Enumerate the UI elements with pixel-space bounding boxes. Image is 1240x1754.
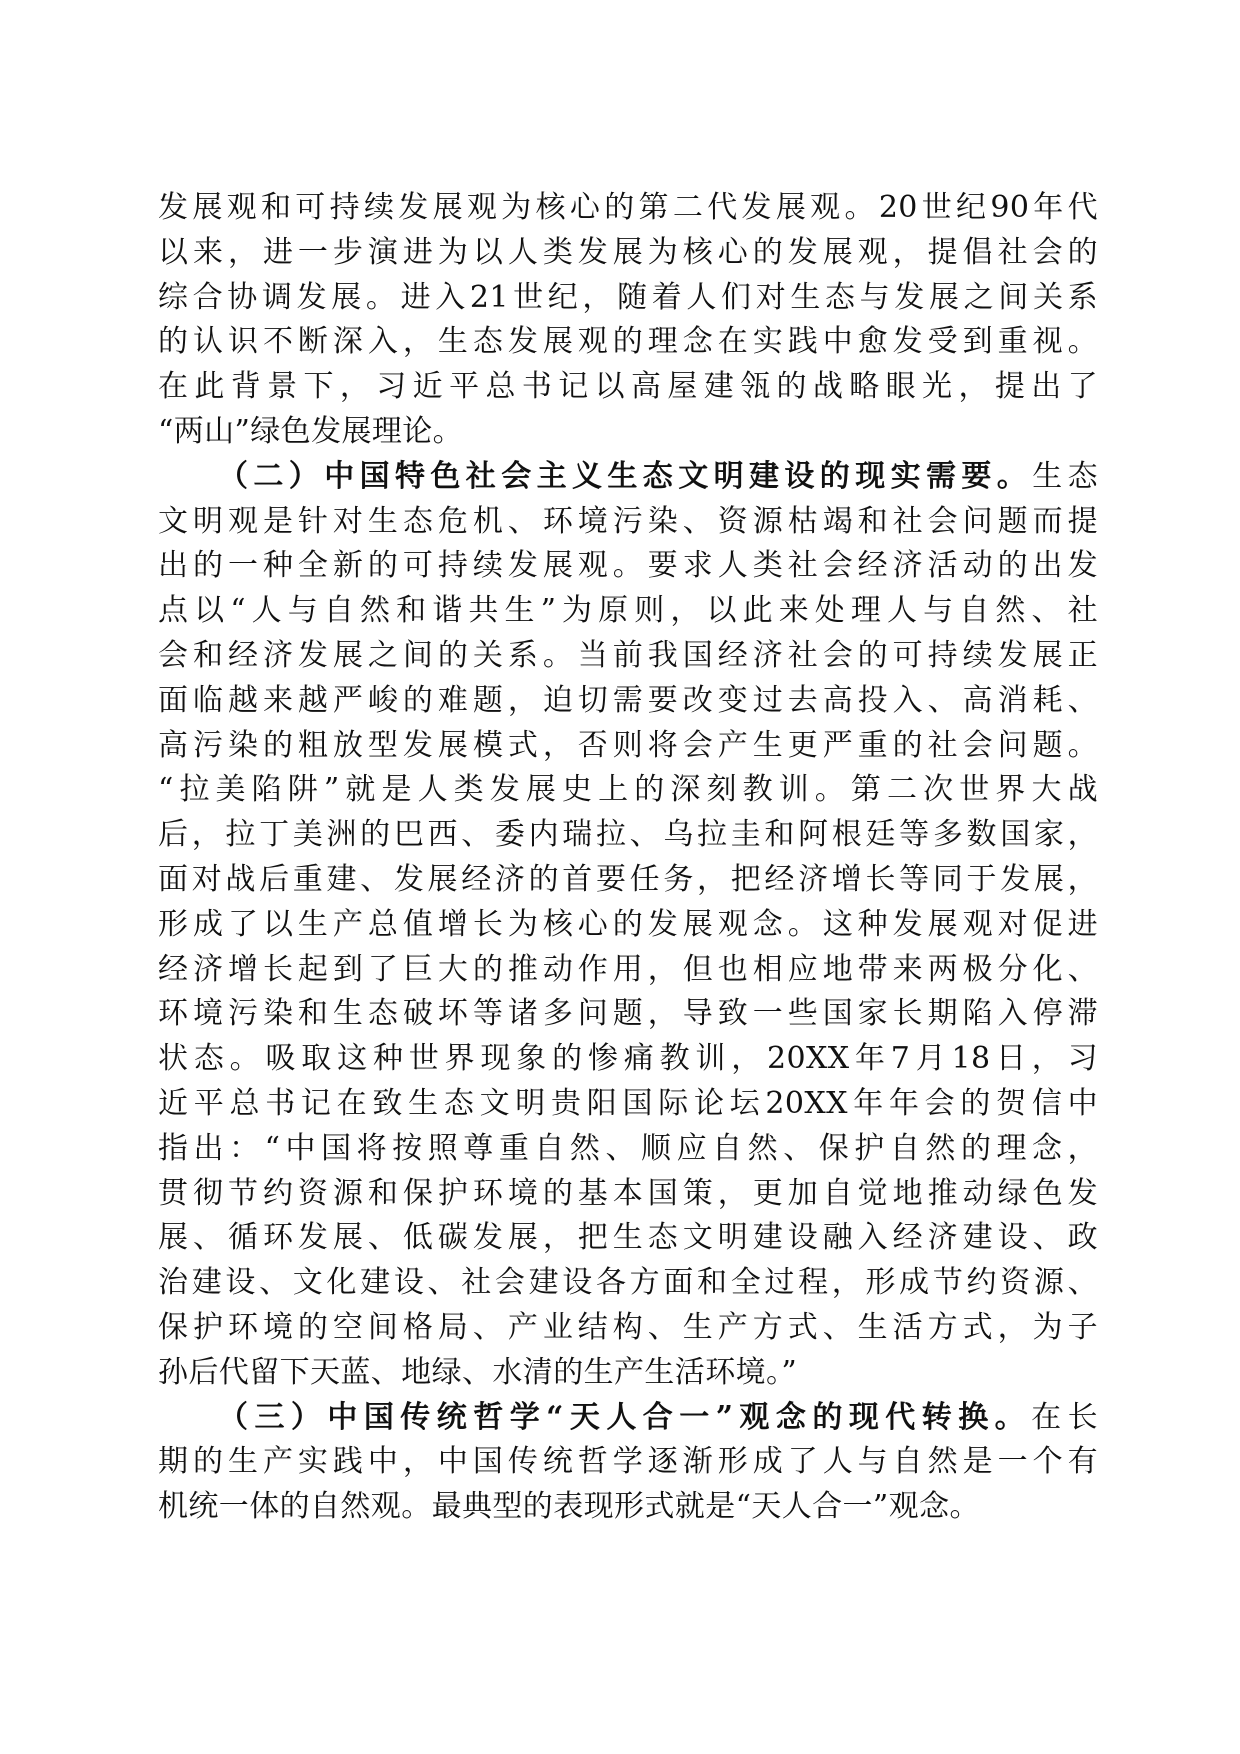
paragraph-2-line-8: 后，拉丁美洲的巴西、委内瑞拉、乌拉圭和阿根廷等多数国家，: [158, 817, 1098, 853]
paragraph-2-line-16: 贯彻节约资源和保护环境的基本国策，更加自觉地推动绿色发: [158, 1175, 1098, 1211]
paragraph-3-line-1: 期的生产实践中，中国传统哲学逐渐形成了人与自然是一个有: [158, 1444, 1098, 1480]
paragraph-3: [158, 1396, 1098, 1530]
paragraph-2-line-12: 环境污染和生态破坏等诸多问题，导致一些国家长期陷入停滞: [158, 996, 1098, 1032]
paragraph-2-line-17: 展、循环发展、低碳发展，把生态文明建设融入经济建设、政: [158, 1220, 1098, 1256]
paragraph-1-line-3: 综合协调发展。进入21世纪，随着人们对生态与发展之间关系: [158, 279, 1098, 315]
paragraph-2-line-15: 指出：“中国将按照尊重自然、顺应自然、保护自然的理念，: [158, 1130, 1098, 1166]
paragraph-1-line-2: 以来，进一步演进为以人类发展为核心的发展观，提倡社会的: [158, 234, 1098, 270]
paragraph-3-first-line: [158, 1396, 1098, 1441]
paragraph-2-line-14: 近平总书记在致生态文明贵阳国际论坛20XX年年会的贺信中: [158, 1085, 1098, 1121]
paragraph-2-line-10: 形成了以生产总值增长为核心的发展观念。这种发展观对促进: [158, 906, 1098, 942]
paragraph-1-line-1: 发展观和可持续发展观为核心的第二代发展观。20世纪90年代: [158, 190, 1098, 225]
paragraph-2-line-5: 面临越来越严峻的难题，迫切需要改变过去高投入、高消耗、: [158, 682, 1098, 718]
paragraph-1-line-6: “两山”绿色发展理论。: [158, 413, 464, 449]
paragraph-2-line-9: 面对战后重建、发展经济的首要任务，把经济增长等同于发展，: [158, 861, 1098, 897]
paragraph-2-line-7: “拉美陷阱”就是人类发展史上的深刻教训。第二次世界大战: [158, 772, 1098, 808]
paragraph-2-first-line: [158, 455, 1098, 500]
paragraph-2-first-line-rest: 生态: [1032, 458, 1098, 494]
paragraph-2-line-1: 文明观是针对生态危机、环境污染、资源枯竭和社会问题而提: [158, 503, 1098, 539]
paragraph-2-line-2: 出的一种全新的可持续发展观。要求人类社会经济活动的出发: [158, 548, 1098, 584]
paragraph-2-line-20: 孙后代留下天蓝、地绿、水清的生产生活环境。”: [158, 1354, 798, 1390]
section-heading-2: （二）中国特色社会主义生态文明建设的现实需要。: [218, 458, 1033, 494]
paragraph-1: [158, 186, 1098, 455]
document-body: [158, 186, 1098, 1530]
paragraph-2-line-3: 点以“人与自然和谐共生”为原则，以此来处理人与自然、社: [158, 593, 1098, 629]
paragraph-3-first-line-rest: 在长: [1031, 1399, 1098, 1435]
paragraph-1-line-5: 在此背景下，习近平总书记以高屋建瓴的战略眼光，提出了: [158, 369, 1098, 405]
paragraph-2-line-19: 保护环境的空间格局、产业结构、生产方式、生活方式，为子: [158, 1309, 1098, 1345]
paragraph-2-line-6: 高污染的粗放型发展模式，否则将会产生更严重的社会问题。: [158, 727, 1098, 763]
paragraph-2-line-13: 状态。吸取这种世界现象的惨痛教训，20XX年7月18日，习: [158, 1041, 1098, 1077]
paragraph-2-line-18: 治建设、文化建设、社会建设各方面和全过程，形成节约资源、: [158, 1265, 1098, 1301]
paragraph-1-line-4: 的认识不断深入，生态发展观的理念在实践中愈发受到重视。: [158, 324, 1098, 360]
section-heading-3: （三）中国传统哲学“天人合一”观念的现代转换。: [218, 1399, 1032, 1435]
paragraph-3-line-2: 机统一体的自然观。最典型的表现形式就是“天人合一”观念。: [158, 1489, 980, 1525]
paragraph-2-line-11: 经济增长起到了巨大的推动作用，但也相应地带来两极分化、: [158, 951, 1098, 987]
paragraph-2-line-4: 会和经济发展之间的关系。当前我国经济社会的可持续发展正: [158, 637, 1098, 673]
paragraph-2: [158, 455, 1098, 1396]
